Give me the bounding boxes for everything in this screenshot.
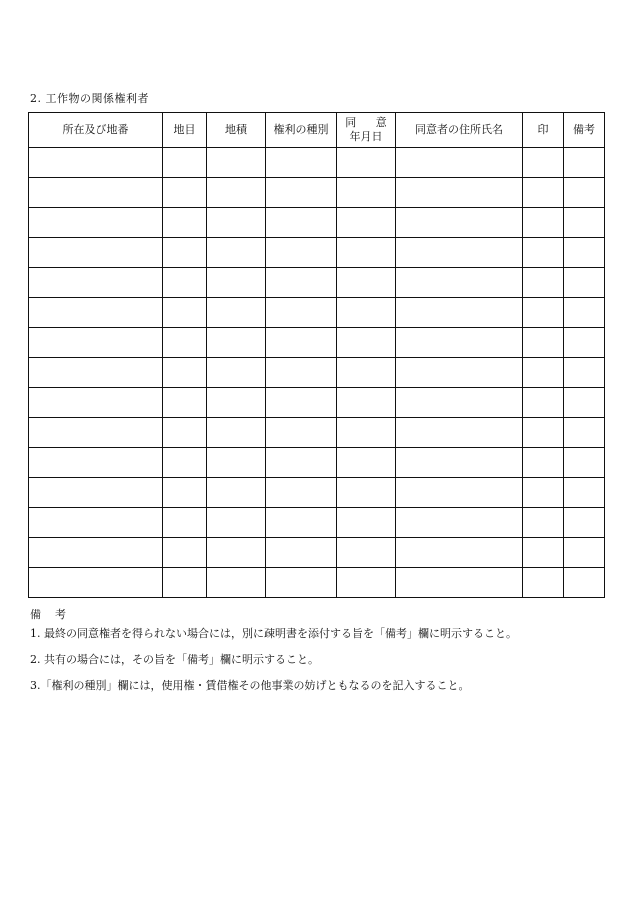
table-cell[interactable]: [163, 208, 207, 238]
rights-holders-table: [28, 112, 605, 598]
table-cell[interactable]: [163, 568, 207, 598]
table-cell[interactable]: [207, 208, 266, 238]
table-cell[interactable]: [207, 388, 266, 418]
header-remarks: 備考: [564, 113, 605, 148]
table-cell[interactable]: [266, 208, 337, 238]
header-consent-date: [337, 113, 396, 148]
table-cell[interactable]: [207, 148, 266, 178]
table-row: [29, 358, 605, 388]
table-cell[interactable]: [337, 388, 396, 418]
table-cell[interactable]: [266, 538, 337, 568]
table-cell[interactable]: [396, 538, 523, 568]
table-cell[interactable]: [396, 448, 523, 478]
table-cell[interactable]: [29, 178, 163, 208]
table-cell[interactable]: [266, 478, 337, 508]
table-cell[interactable]: [564, 148, 605, 178]
header-land-category: 地目: [163, 113, 207, 148]
table-cell[interactable]: [207, 238, 266, 268]
section-title: 2. 工作物の関係権利者: [30, 92, 149, 105]
table-cell[interactable]: [29, 478, 163, 508]
table-cell[interactable]: [396, 328, 523, 358]
table-cell[interactable]: [266, 358, 337, 388]
table-cell[interactable]: [163, 148, 207, 178]
table-cell[interactable]: [163, 478, 207, 508]
table-cell[interactable]: [564, 388, 605, 418]
table-cell[interactable]: [396, 298, 523, 328]
table-cell[interactable]: [564, 418, 605, 448]
table-cell[interactable]: [29, 568, 163, 598]
header-consent-date-line1: 同 意: [345, 116, 395, 129]
table-row: [29, 268, 605, 298]
table-cell[interactable]: [523, 178, 564, 208]
table-cell[interactable]: [163, 418, 207, 448]
table-cell[interactable]: [396, 478, 523, 508]
table-cell[interactable]: [396, 568, 523, 598]
header-consent-date-line2: 年月日: [349, 130, 383, 143]
table-cell[interactable]: [337, 538, 396, 568]
table-cell[interactable]: [337, 418, 396, 448]
table-cell[interactable]: [564, 238, 605, 268]
table-cell[interactable]: [163, 298, 207, 328]
table-cell[interactable]: [337, 178, 396, 208]
notes-section: [30, 606, 610, 705]
table-cell[interactable]: [396, 148, 523, 178]
table-cell[interactable]: [163, 328, 207, 358]
table-cell[interactable]: [207, 178, 266, 208]
note-item-3: 3.「権利の種別」欄には，使用権・賃借権その他事業の妨げともなるのを記入すること。: [30, 679, 470, 692]
table-cell[interactable]: [207, 508, 266, 538]
table-row: [29, 478, 605, 508]
table-row: [29, 388, 605, 418]
table-body: [29, 148, 605, 598]
table-cell[interactable]: [266, 568, 337, 598]
table-cell[interactable]: [337, 328, 396, 358]
table-cell[interactable]: [207, 418, 266, 448]
table-cell[interactable]: [523, 388, 564, 418]
table-row: [29, 298, 605, 328]
table-cell[interactable]: [564, 268, 605, 298]
table-cell[interactable]: [207, 358, 266, 388]
table-cell[interactable]: [337, 238, 396, 268]
table-cell[interactable]: [396, 178, 523, 208]
header-seal: 印: [523, 113, 564, 148]
table-cell[interactable]: [523, 148, 564, 178]
table-cell[interactable]: [266, 418, 337, 448]
table-cell[interactable]: [564, 298, 605, 328]
table-cell[interactable]: [564, 508, 605, 538]
table-cell[interactable]: [337, 208, 396, 238]
table-cell[interactable]: [29, 298, 163, 328]
table-cell[interactable]: [207, 538, 266, 568]
table-cell[interactable]: [396, 388, 523, 418]
table-cell[interactable]: [337, 148, 396, 178]
table-cell[interactable]: [337, 568, 396, 598]
table-cell[interactable]: [29, 208, 163, 238]
table-cell[interactable]: [163, 388, 207, 418]
table-cell[interactable]: [564, 178, 605, 208]
table-cell[interactable]: [523, 208, 564, 238]
table-cell[interactable]: [396, 508, 523, 538]
table-cell[interactable]: [564, 568, 605, 598]
table-cell[interactable]: [523, 478, 564, 508]
table-cell[interactable]: [29, 148, 163, 178]
table-cell[interactable]: [523, 418, 564, 448]
table-cell[interactable]: [523, 508, 564, 538]
table-cell[interactable]: [163, 358, 207, 388]
table-cell[interactable]: [29, 538, 163, 568]
table-header-row: [29, 113, 605, 148]
table-cell[interactable]: [163, 538, 207, 568]
table-cell[interactable]: [163, 178, 207, 208]
table-row: [29, 448, 605, 478]
header-location: 所在及び地番: [29, 113, 163, 148]
table-cell[interactable]: [396, 418, 523, 448]
table-cell[interactable]: [29, 328, 163, 358]
table-cell[interactable]: [564, 538, 605, 568]
table-cell[interactable]: [523, 538, 564, 568]
table-cell[interactable]: [266, 268, 337, 298]
note-item-1: 1. 最終の同意権者を得られない場合には，別に疎明書を添付する旨を「備考」欄に明示すること。: [30, 627, 517, 640]
table-cell[interactable]: [29, 238, 163, 268]
table-cell[interactable]: [266, 298, 337, 328]
note-item-2: 2. 共有の場合には，その旨を「備考」欄に明示すること。: [30, 653, 319, 666]
table-cell[interactable]: [337, 478, 396, 508]
table-cell[interactable]: [564, 448, 605, 478]
table-cell[interactable]: [29, 448, 163, 478]
table-cell[interactable]: [29, 508, 163, 538]
table-cell[interactable]: [29, 268, 163, 298]
table-row: [29, 538, 605, 568]
table-cell[interactable]: [396, 208, 523, 238]
table-row: [29, 238, 605, 268]
notes-heading: 備考: [30, 608, 80, 621]
table-cell[interactable]: [337, 298, 396, 328]
table-cell[interactable]: [207, 328, 266, 358]
table-cell[interactable]: [266, 508, 337, 538]
table-row: [29, 418, 605, 448]
table-cell[interactable]: [266, 448, 337, 478]
table-cell[interactable]: [337, 268, 396, 298]
table-cell[interactable]: [523, 298, 564, 328]
table-cell[interactable]: [564, 208, 605, 238]
table-cell[interactable]: [163, 508, 207, 538]
table-cell[interactable]: [266, 238, 337, 268]
table-cell[interactable]: [29, 388, 163, 418]
table-cell[interactable]: [207, 568, 266, 598]
table-cell[interactable]: [207, 448, 266, 478]
table-row: [29, 568, 605, 598]
table-cell[interactable]: [266, 148, 337, 178]
table-row: [29, 148, 605, 178]
table-cell[interactable]: [523, 328, 564, 358]
table-cell[interactable]: [163, 238, 207, 268]
table-cell[interactable]: [396, 238, 523, 268]
table-cell[interactable]: [29, 358, 163, 388]
table-row: [29, 208, 605, 238]
table-cell[interactable]: [396, 358, 523, 388]
table-cell[interactable]: [523, 448, 564, 478]
table-cell[interactable]: [523, 238, 564, 268]
table-row: [29, 508, 605, 538]
table-cell[interactable]: [207, 268, 266, 298]
table-cell[interactable]: [564, 328, 605, 358]
header-consenter-address-name: 同意者の住所氏名: [396, 113, 523, 148]
table-cell[interactable]: [396, 268, 523, 298]
table-cell[interactable]: [337, 358, 396, 388]
table-cell[interactable]: [564, 478, 605, 508]
table-row: [29, 328, 605, 358]
table-cell[interactable]: [266, 328, 337, 358]
header-land-area: 地積: [207, 113, 266, 148]
table-cell[interactable]: [207, 298, 266, 328]
table-cell[interactable]: [523, 358, 564, 388]
table-cell[interactable]: [266, 178, 337, 208]
table-cell[interactable]: [266, 388, 337, 418]
header-right-type: 権利の種別: [266, 113, 337, 148]
table-cell[interactable]: [523, 268, 564, 298]
table-cell[interactable]: [163, 448, 207, 478]
table-cell[interactable]: [29, 418, 163, 448]
table-cell[interactable]: [163, 268, 207, 298]
table-cell[interactable]: [207, 478, 266, 508]
table-cell[interactable]: [337, 448, 396, 478]
notes-list: [30, 627, 610, 705]
table-row: [29, 178, 605, 208]
table-cell[interactable]: [523, 568, 564, 598]
table-cell[interactable]: [564, 358, 605, 388]
table-cell[interactable]: [337, 508, 396, 538]
